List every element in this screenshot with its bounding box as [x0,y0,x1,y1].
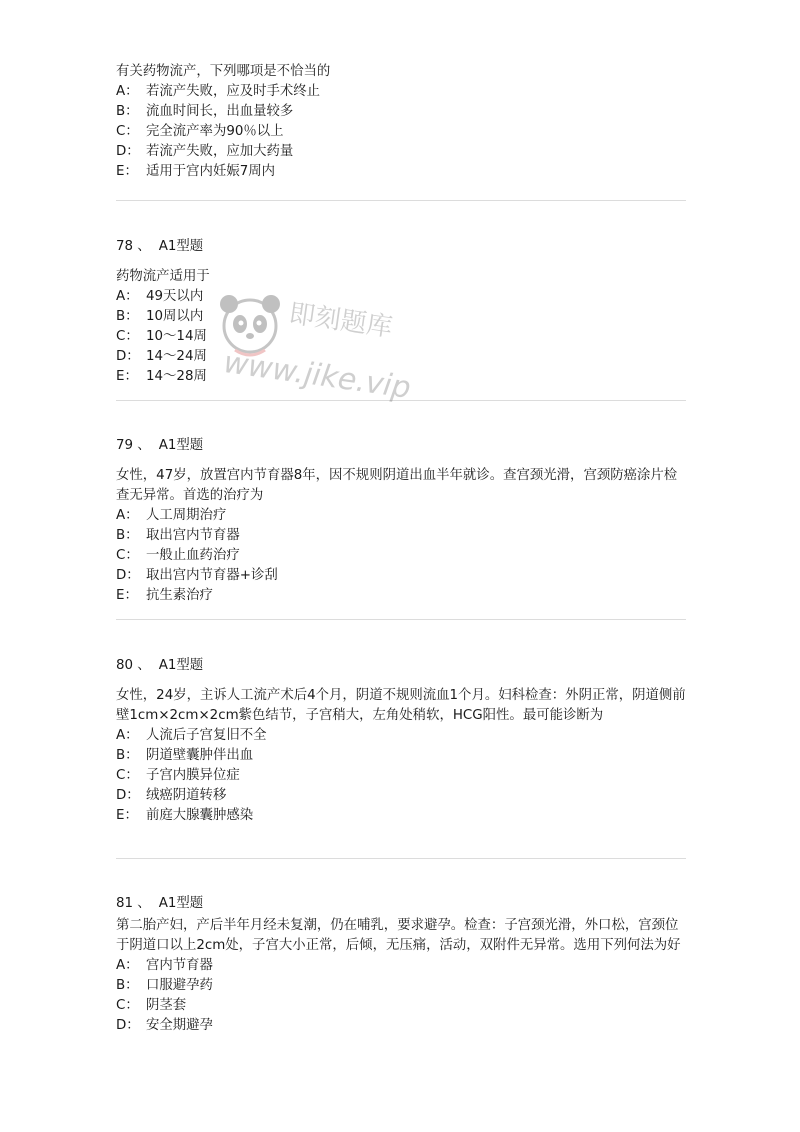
option-text: 人流后子宫复旧不全 [146,728,267,743]
question-divider [116,400,686,401]
option-d[interactable] [116,566,686,586]
option-c[interactable] [116,122,686,142]
watermark-url: www.jike.vip [221,345,413,406]
option-text: 宫内节育器 [146,958,213,973]
question-stem: 有关药物流产，下列哪项是不恰当的 [116,64,331,79]
option-a[interactable] [116,82,686,102]
option-text: 口服避孕药 [146,978,213,993]
option-text: 子宫内膜异位症 [146,768,240,783]
option-d[interactable] [116,142,686,162]
question-81 [116,894,686,1036]
option-letter: C： [116,329,139,344]
option-letter: D： [116,788,140,803]
question-stem: 女性，24岁，主诉人工流产术后4个月，阴道不规则流血1个月。妇科检查：外阴正常，阴道侧前壁1cm×2cm×2cm紫色结节，子宫稍大，左角处稍软，HCG阳性。最可能诊断为 [116,688,686,723]
option-b[interactable] [116,526,686,546]
option-c[interactable] [116,996,686,1016]
option-letter: A： [116,289,139,304]
option-d[interactable] [116,786,686,806]
option-text: 取出宫内节育器+诊刮 [146,568,278,583]
question-stem: 药物流产适用于 [116,269,210,284]
option-b[interactable] [116,102,686,122]
option-text: 10～14周 [146,329,207,344]
option-c[interactable] [116,546,686,566]
option-letter: D： [116,349,140,364]
question-type: A1型题 [158,438,204,453]
question-77 [116,62,686,182]
option-a[interactable] [116,956,686,976]
question-number: 79 、 [116,438,151,453]
option-text: 完全流产率为90％以上 [146,124,284,139]
question-type: A1型题 [158,239,204,254]
option-e[interactable] [116,806,686,826]
option-text: 若流产失败，应及时手术终止 [146,84,321,99]
option-letter: E： [116,588,138,603]
question-80 [116,656,686,826]
option-text: 若流产失败，应加大药量 [146,144,294,159]
option-letter: B： [116,748,139,763]
question-divider [116,619,686,620]
option-text: 绒癌阴道转移 [146,788,227,803]
option-a[interactable] [116,287,686,307]
option-letter: D： [116,1018,140,1033]
option-letter: A： [116,508,139,523]
option-letter: C： [116,768,139,783]
option-c[interactable] [116,327,686,347]
option-letter: E： [116,164,138,179]
question-number: 78 、 [116,239,151,254]
option-text: 取出宫内节育器 [146,528,240,543]
option-letter: E： [116,808,138,823]
option-text: 适用于宫内妊娠7周内 [146,164,276,179]
option-b[interactable] [116,307,686,327]
option-e[interactable] [116,162,686,182]
question-header [116,436,686,456]
option-letter: B： [116,528,139,543]
question-type: A1型题 [158,896,204,911]
option-a[interactable] [116,506,686,526]
option-text: 14～28周 [146,369,207,384]
option-text: 人工周期治疗 [146,508,227,523]
question-divider [116,200,686,201]
question-header [116,656,686,676]
option-letter: A： [116,728,139,743]
option-c[interactable] [116,766,686,786]
option-letter: E： [116,369,138,384]
option-text: 10周以内 [146,309,204,324]
option-text: 一般止血药治疗 [146,548,240,563]
question-79 [116,436,686,606]
option-text: 阴茎套 [146,998,187,1013]
option-letter: B： [116,104,139,119]
option-letter: C： [116,548,139,563]
option-text: 49天以内 [146,289,204,304]
question-78 [116,237,686,387]
option-a[interactable] [116,726,686,746]
question-stem: 女性，47岁，放置宫内节育器8年，因不规则阴道出血半年就诊。查宫颈光滑，宫颈防癌涂片检查无异常。首选的治疗为 [116,468,678,503]
option-letter: A： [116,958,139,973]
option-letter: D： [116,144,140,159]
question-type: A1型题 [158,658,204,673]
option-text: 安全期避孕 [146,1018,213,1033]
option-letter: A： [116,84,139,99]
option-e[interactable] [116,367,686,387]
option-text: 前庭大腺囊肿感染 [146,808,254,823]
question-header [116,237,686,257]
question-divider [116,858,686,859]
option-text: 流血时间长，出血量较多 [146,104,294,119]
option-text: 14～24周 [146,349,207,364]
option-text: 抗生素治疗 [146,588,213,603]
option-letter: C： [116,998,139,1013]
option-b[interactable] [116,976,686,996]
option-d[interactable] [116,1016,686,1036]
option-text: 阴道壁囊肿伴出血 [146,748,254,763]
option-letter: B： [116,309,139,324]
option-letter: B： [116,978,139,993]
question-stem: 第二胎产妇，产后半年月经未复潮，仍在哺乳，要求避孕。检查：子宫颈光滑，外口松，宫颈位于阴道口以上2cm处，子宫大小正常，后倾，无压痛，活动，双附件无异常。选用下列何法为好 [116,918,681,953]
option-letter: D： [116,568,140,583]
question-number: 80 、 [116,658,151,673]
question-header [116,894,686,914]
question-number: 81 、 [116,896,151,911]
option-e[interactable] [116,586,686,606]
option-letter: C： [116,124,139,139]
option-b[interactable] [116,746,686,766]
option-d[interactable] [116,347,686,367]
watermark-brand: 即刻题库 [287,298,395,344]
